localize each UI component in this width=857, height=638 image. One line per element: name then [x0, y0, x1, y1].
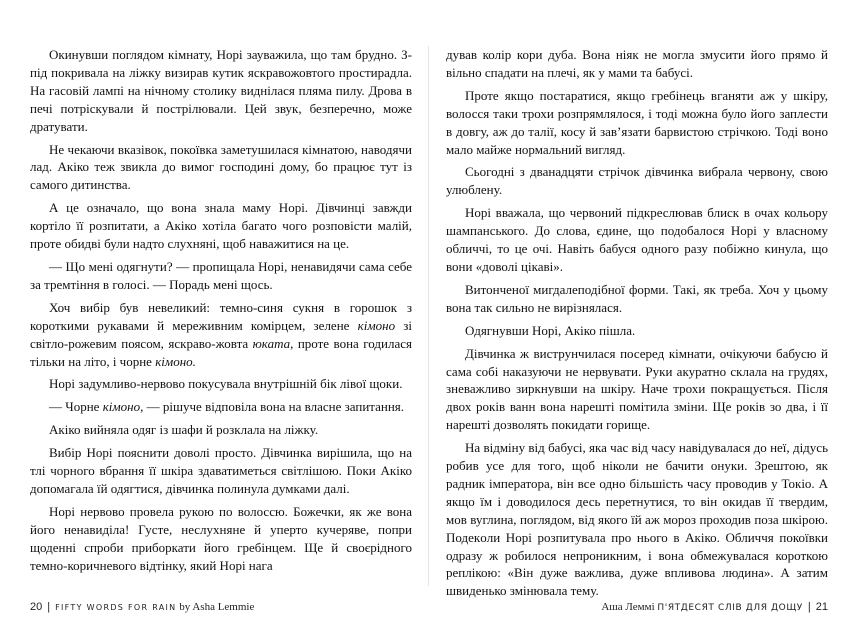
left-page-footer — [30, 600, 254, 615]
paragraph — [446, 345, 828, 435]
text-run: Хоч вибір був невеликий: темно-синя сукня в горошок з короткими рукавами й мереживним комірцем, зелене — [30, 299, 412, 333]
text-run: — Чорне — [49, 399, 103, 415]
text-run: зі світло-рожевим поясом, яскраво-жовта — [30, 317, 413, 351]
paragraph — [30, 398, 412, 416]
left-page — [30, 0, 412, 638]
paragraph — [30, 141, 412, 195]
paragraph — [30, 375, 412, 393]
paragraph — [446, 439, 828, 600]
paragraph — [30, 299, 412, 371]
text-run: дував колір кори дуба. Вона ніяк не могла змусити його прямо й вільно спадати на плечі, як у мами та бабусі. — [446, 47, 828, 80]
text-run: — рішуче відповіла вона на власне запитання. — [143, 399, 405, 415]
paragraph — [446, 204, 828, 276]
paragraph — [446, 87, 828, 159]
text-run: Окинувши поглядом кімнату, Норі зауважила, що там брудно. З-під покривала на ліжку визирав кутик яскравожовтого простирадла. На гасовій лампі на нічному столику виднілася пляма пилу. Дрова в печі потріскували й пострілювали. Цей звук, безперечно, може дратувати. — [30, 47, 412, 134]
right-page-number: 21 — [815, 601, 828, 613]
text-run: Не чекаючи вказівок, покоївка заметушилася кімнатою, наводячи лад. Акіко теж звикла до вимог господині дому, бо працює тут із самого дитинства. — [30, 141, 412, 193]
text-run: Акіко вийняла одяг із шафи й розклала на ліжку. — [49, 422, 319, 438]
text-run: Витонченої мигдалеподібної форми. Такі, як треба. Хоч у цьому вона так сильно не вирізнялася. — [446, 281, 828, 315]
text-run: проте вона годилася тільки на літо, і чорне — [30, 335, 412, 369]
paragraph — [30, 503, 412, 575]
paragraph — [446, 46, 828, 82]
book-series-title: FIFTY WORDS FOR RAIN — [55, 603, 177, 612]
italic-text: юката, — [252, 335, 294, 351]
book-title-ua: П'ЯТДЕСЯТ СЛІВ ДЛЯ ДОЩУ — [657, 603, 803, 613]
text-run: Норі нервово провела рукою по волоссю. Божечки, як же вона його ненавиділа! Густе, неслухняне й уперто кучеряве, попри щоденні спроби приборкати його гребінцем. Ще й своєрідного темно-коричневого відтінку, який Норі нага — [30, 503, 412, 573]
text-run: Вибір Норі пояснити доволі просто. Дівчинка вирішила, що на тлі чорного вбрання її шкіра здаватиметься світлішою. Поки Акіко допомагала їй одягтися, дівчинка полинула думками далі. — [30, 445, 412, 496]
right-page-body-text — [446, 46, 828, 600]
text-run: — Що мені одягнути? — пропищала Норі, ненавидячи сама себе за тремтіння в голосі. — Порадь мені щось. — [30, 258, 412, 292]
page-gutter — [428, 46, 429, 586]
text-run: А це означало, що вона знала маму Норі. Дівчинці завжди кортіло її розпитати, а Акіко хотіла багато чого розповісти малій, проте обидві були надто слухняні, щоб наважитися на це. — [30, 200, 412, 252]
text-run: Норі задумливо-нервово покусувала внутрішній бік лівої щоки. — [49, 376, 403, 392]
text-run: На відміну від бабусі, яка час від часу навідувалася до неї, дідусь робив усе для того, щоб ніколи не бачити онуки. Зрештою, як радник імператора, він все одно більшість часу проводив у Токіо. А якщо їм і доводилося десь перетнутися, то він окидав її твердим, мов вуглина, поглядом, від якого їй аж мороз проходив поза шкірою. Подекoли Норі розпитувала про нього в Акіко. Обличчя покоївки одразу ж робилося непроникним, і вона обмежувалася короткою реплікою: «Він дуже важлива, дуже впливова людина». А затим швиденько змінювала тему. — [446, 440, 828, 599]
paragraph — [446, 163, 828, 199]
left-page-number: 20 — [30, 601, 43, 613]
text-run: Одягнувши Норі, Акіко пішла. — [465, 322, 636, 338]
paragraph — [446, 281, 828, 317]
right-page — [446, 0, 828, 638]
italic-text: кімоно. — [155, 353, 196, 369]
paragraph — [30, 46, 412, 136]
paragraph — [30, 444, 412, 498]
footer-separator: | — [47, 601, 51, 613]
book-author-ua: Аша Леммі — [601, 601, 655, 613]
right-page-footer — [601, 600, 828, 615]
book-author: by Asha Lemmie — [179, 601, 255, 613]
paragraph — [30, 258, 412, 294]
italic-text: кімоно, — [102, 399, 144, 415]
text-run: Сьогодні з дванадцяти стрічок дівчинка вибрала червону, свою улюблену. — [446, 164, 828, 198]
paragraph — [30, 199, 412, 253]
text-run: Дівчинка ж виструнчилася посеред кімнати, очікуючи бабусю й сама собі наказуючи не нервувати. Руки акуратно склала на грудях, зневажливо зиркнувши на шкіру. Наче трохи покращується. Після двох років ванн вона нарешті помітила зміни. Ще років зо два, і її нарешті дозволять покидати горище. — [446, 345, 828, 433]
left-page-body-text — [30, 46, 412, 574]
text-run: Норі вважала, що червоний підкреслював блиск в очах кольору шампанського. До слова, єдине, що подобалося Норі у власному обличчі, то це очі. Навіть бабуся одного разу побіжно кинула, що вони «доволі цікаві». — [446, 205, 828, 274]
footer-separator: | — [807, 601, 811, 613]
paragraph — [30, 421, 412, 439]
paragraph — [446, 322, 828, 340]
text-run: Проте якщо постаратися, якщо гребінець вганяти аж у шкіру, волосся таки трохи розпрямлялося, і тоді можна було його заплести в довгу, аж до талії, косу й зав’язати барвистою стрічкою. Тоді воно мало майже нормальний вигляд. — [446, 87, 828, 157]
italic-text: кімоно — [357, 317, 396, 333]
